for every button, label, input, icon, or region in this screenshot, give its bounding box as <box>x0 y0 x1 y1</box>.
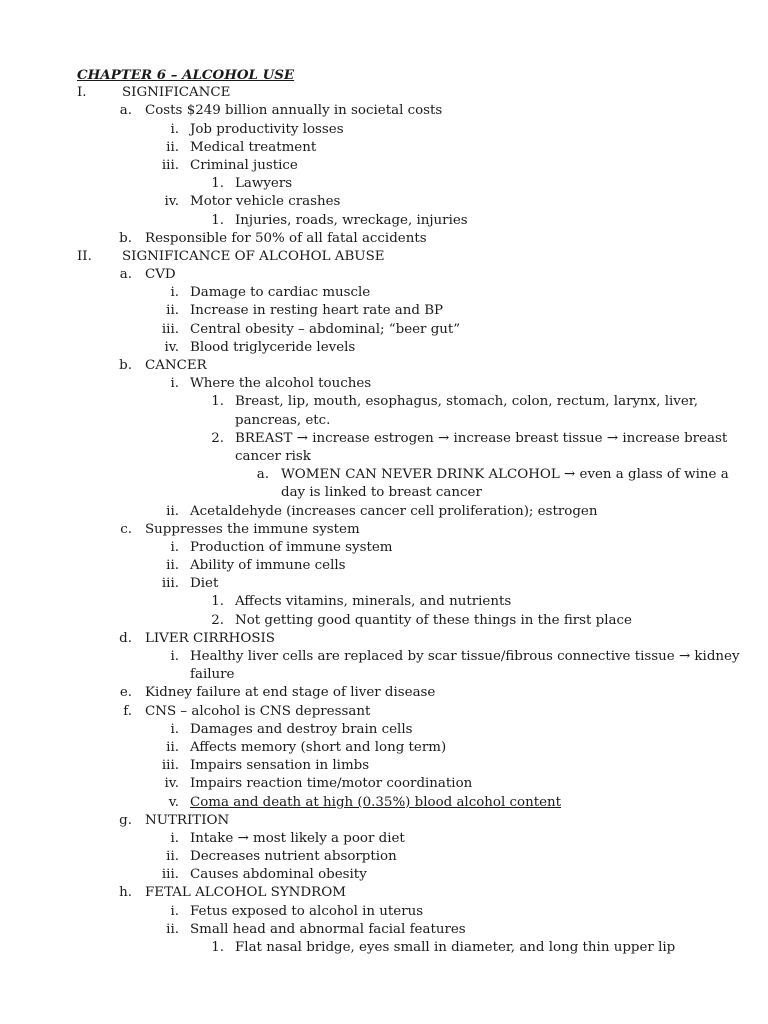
list-item-text: Job productivity losses <box>190 121 344 137</box>
list-item-text: Injuries, roads, wreckage, injuries <box>235 212 468 228</box>
list-marker: e. <box>119 685 132 701</box>
list-item-text: Intake → most likely a poor diet <box>190 830 405 846</box>
outline-line <box>0 684 768 702</box>
outline-line <box>0 157 768 175</box>
list-marker: iii. <box>161 758 179 774</box>
outline-line <box>0 393 768 411</box>
list-marker: f. <box>123 703 132 719</box>
outline-line <box>0 139 768 157</box>
list-marker: 2. <box>211 430 224 446</box>
outline-line <box>0 484 768 502</box>
list-item-text: Motor vehicle crashes <box>190 194 341 210</box>
list-marker: i. <box>170 539 179 555</box>
outline-line <box>0 848 768 866</box>
list-item-text: FETAL ALCOHOL SYNDROM <box>145 885 346 901</box>
list-marker: 2. <box>211 612 224 628</box>
outline-line <box>0 375 768 393</box>
list-marker: ii. <box>166 849 179 865</box>
list-item-text: Fetus exposed to alcohol in uterus <box>190 903 424 919</box>
outline-line <box>0 775 768 793</box>
outline-line <box>0 630 768 648</box>
outline-line <box>0 612 768 630</box>
outline-line <box>0 794 768 812</box>
list-item-text: Criminal justice <box>190 157 298 173</box>
list-marker: a. <box>256 467 269 483</box>
list-marker: 1. <box>211 940 224 955</box>
list-item-text: Healthy liver cells are replaced by scar tissue/fibrous connective tissue → kidney <box>190 649 740 664</box>
list-item-text: Damages and destroy brain cells <box>190 721 413 737</box>
outline-line <box>0 284 768 302</box>
list-marker: v. <box>168 794 179 810</box>
outline-line <box>0 302 768 320</box>
outline-line <box>0 539 768 557</box>
outline-line <box>0 266 768 284</box>
list-item-text: Suppresses the immune system <box>145 521 360 537</box>
outline-line <box>0 757 768 775</box>
list-marker: 1. <box>211 212 224 228</box>
list-marker: ii. <box>166 739 179 755</box>
list-marker: iii. <box>161 576 179 592</box>
list-item-text: Ability of immune cells <box>190 558 346 574</box>
outline-line <box>0 121 768 139</box>
list-item-text: Lawyers <box>235 176 293 192</box>
list-marker: g. <box>119 812 132 828</box>
list-item-text: CNS – alcohol is CNS depressant <box>145 703 371 719</box>
list-marker: c. <box>120 521 132 537</box>
list-marker: II. <box>77 248 92 264</box>
outline-line <box>0 575 768 593</box>
list-item-text: Increase in resting heart rate and BP <box>190 303 444 319</box>
outline-line <box>0 593 768 611</box>
outline-line <box>0 866 768 884</box>
outline-line <box>0 557 768 575</box>
list-marker: a. <box>119 103 132 119</box>
list-marker: iii. <box>161 867 179 883</box>
list-marker: 1. <box>211 394 224 410</box>
list-marker: i. <box>170 649 179 664</box>
list-item-text: Costs $249 billion annually in societal costs <box>145 103 443 119</box>
outline-line <box>0 466 768 484</box>
list-marker: iii. <box>161 321 179 337</box>
outline-line <box>0 903 768 921</box>
outline-line <box>0 448 768 466</box>
outline-line <box>0 84 768 102</box>
list-item-text: Kidney failure at end stage of liver disease <box>145 685 436 701</box>
list-item-text: Acetaldehyde (increases cancer cell proliferation); estrogen <box>190 503 598 519</box>
outline-line <box>0 666 768 684</box>
list-marker: i. <box>170 285 179 301</box>
list-marker: i. <box>170 903 179 919</box>
list-marker: 1. <box>211 594 224 610</box>
list-marker: d. <box>119 630 132 646</box>
outline-line <box>0 648 768 666</box>
list-item-text: Not getting good quantity of these things in the first place <box>235 612 632 628</box>
list-marker: iv. <box>164 339 179 355</box>
outline-line <box>0 721 768 739</box>
list-item-text: Where the alcohol touches <box>190 376 372 392</box>
outline-line <box>0 521 768 539</box>
outline <box>0 66 768 957</box>
outline-line <box>0 703 768 721</box>
outline-line <box>0 230 768 248</box>
list-marker: i. <box>170 721 179 737</box>
list-item-text: Small head and abnormal facial features <box>190 921 466 937</box>
list-marker: a. <box>119 267 132 283</box>
list-item-text: Coma and death at high (0.35%) blood alcohol content <box>190 794 562 810</box>
outline-line <box>0 430 768 448</box>
list-marker: iii. <box>161 157 179 173</box>
outline-line <box>0 357 768 375</box>
list-item-text: NUTRITION <box>145 812 230 828</box>
list-item-text: Impairs sensation in limbs <box>190 758 370 774</box>
outline-line <box>0 321 768 339</box>
outline-line <box>0 193 768 211</box>
list-item-text: Causes abdominal obesity <box>190 867 367 883</box>
list-item-text: Blood triglyceride levels <box>190 339 356 355</box>
outline-line <box>0 921 768 939</box>
outline-line <box>0 830 768 848</box>
list-item-text: Central obesity – abdominal; “beer gut” <box>190 321 461 337</box>
list-item-text: SIGNIFICANCE OF ALCOHOL ABUSE <box>122 248 385 264</box>
list-item-text: SIGNIFICANCE <box>122 85 231 101</box>
list-item-text: Production of immune system <box>190 539 393 555</box>
document-title: CHAPTER 6 – ALCOHOL USE <box>77 67 295 83</box>
outline-line <box>0 884 768 902</box>
outline-line <box>0 739 768 757</box>
outline-line <box>0 212 768 230</box>
list-item-text: Affects vitamins, minerals, and nutrients <box>235 594 512 610</box>
list-marker: h. <box>119 885 132 901</box>
outline-line <box>0 248 768 266</box>
list-marker: ii. <box>166 503 179 519</box>
list-item-text: CANCER <box>145 358 207 373</box>
list-item-text: Diet <box>190 576 219 592</box>
list-marker: i. <box>170 830 179 846</box>
outline-line <box>0 412 768 430</box>
list-item-text: Responsible for 50% of all fatal accidents <box>145 230 427 246</box>
list-marker: ii. <box>166 139 179 155</box>
list-item-text: Damage to cardiac muscle <box>190 285 371 301</box>
outline-line <box>0 102 768 120</box>
list-item-text: WOMEN CAN NEVER DRINK ALCOHOL → even a glass of wine a <box>281 467 729 483</box>
list-marker: ii. <box>166 303 179 319</box>
list-item-text: Medical treatment <box>190 139 317 155</box>
list-item-text: Breast, lip, mouth, esophagus, stomach, colon, rectum, larynx, liver, <box>235 394 698 410</box>
list-marker: ii. <box>166 558 179 574</box>
list-item-text: cancer risk <box>235 448 311 464</box>
list-item-text: failure <box>190 667 235 683</box>
list-marker: i. <box>170 376 179 392</box>
list-marker: b. <box>119 230 132 246</box>
list-item-text: pancreas, etc. <box>235 412 331 428</box>
list-item-text: BREAST → increase estrogen → increase breast tissue → increase breast <box>235 430 728 446</box>
list-item-text: Impairs reaction time/motor coordination <box>190 776 473 792</box>
list-item-text: LIVER CIRRHOSIS <box>145 630 275 646</box>
list-item-text: Affects memory (short and long term) <box>190 739 447 755</box>
list-item-text: Flat nasal bridge, eyes small in diameter, and long thin upper lip <box>235 940 676 955</box>
outline-line <box>0 175 768 193</box>
outline-line <box>0 812 768 830</box>
title-line <box>0 66 768 84</box>
list-marker: I. <box>77 85 87 101</box>
list-marker: i. <box>170 121 179 137</box>
list-item-text: day is linked to breast cancer <box>281 485 482 501</box>
list-marker: iv. <box>164 776 179 792</box>
list-marker: b. <box>119 358 132 373</box>
list-marker: iv. <box>164 194 179 210</box>
list-item-text: Decreases nutrient absorption <box>190 849 397 865</box>
list-item-text: CVD <box>145 267 176 283</box>
outline-line <box>0 339 768 357</box>
list-marker: ii. <box>166 921 179 937</box>
list-marker: 1. <box>211 176 224 192</box>
outline-line <box>0 939 768 957</box>
outline-line <box>0 503 768 521</box>
